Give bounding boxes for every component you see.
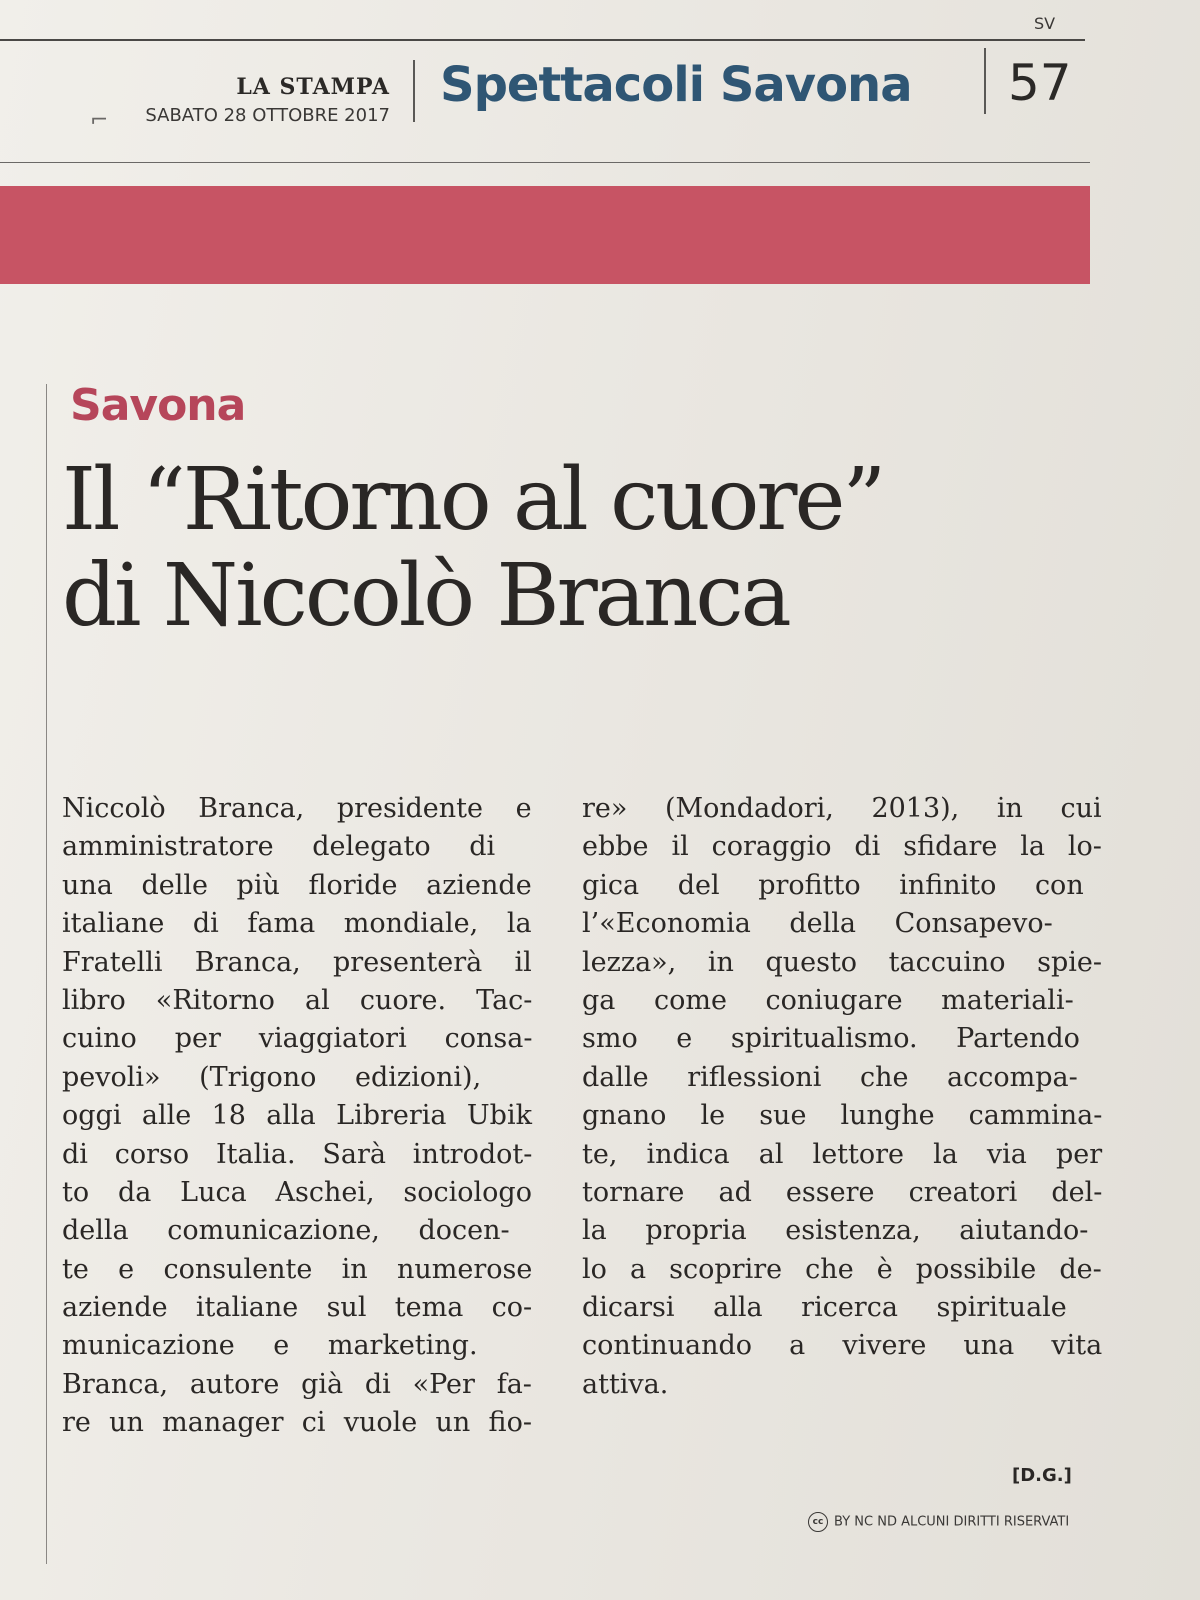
header-divider <box>984 48 986 114</box>
article-text-line: della comunicazione, docen- <box>62 1215 510 1247</box>
article-text-line: re» (Mondadori, 2013), in cui <box>582 793 1102 824</box>
article-text-line: municazione e marketing. <box>62 1330 478 1362</box>
article-text-line: dalle riflessioni che accompa- <box>582 1061 1078 1093</box>
color-band <box>0 186 1090 284</box>
article-text-line: lo a scoprire che è possibile de- <box>582 1253 1102 1285</box>
section-title: Spettacoli Savona <box>440 57 912 113</box>
header-divider <box>413 60 415 122</box>
header-rule <box>0 162 1090 163</box>
article-left-rule <box>46 384 47 1564</box>
issue-date: SABATO 28 OTTOBRE 2017 <box>145 105 390 126</box>
article-text-line: dicarsi alla ricerca spirituale <box>582 1292 1067 1324</box>
edition-code: SV <box>1034 14 1056 33</box>
article-text-line: ebbe il coraggio di sfidare la lo- <box>582 831 1102 863</box>
corner-mark-icon: ⌐ <box>90 108 109 133</box>
article-text-line: tornare ad essere creatori del- <box>582 1176 1103 1208</box>
article-kicker: Savona <box>70 380 246 431</box>
article-text-line: Branca, autore già di «Per fa- <box>62 1368 532 1400</box>
article-column-right <box>582 790 1102 1404</box>
top-rule <box>0 39 1085 41</box>
masthead <box>90 52 390 132</box>
headline-line: di Niccolò Branca <box>62 546 789 646</box>
article-text-line: oggi alle 18 alla Libreria Ubik <box>62 1100 532 1132</box>
article-text-line: continuando a vivere una vita <box>582 1330 1103 1362</box>
article-text-line: l’«Economia della Consapevo- <box>582 908 1053 940</box>
article-text-line: attiva. <box>582 1368 669 1400</box>
article-text-line: lezza», in questo taccuino spie- <box>582 946 1102 978</box>
article-text-line: gica del profitto infinito con <box>582 869 1084 901</box>
article-text-line: di corso Italia. Sarà introdot- <box>62 1138 533 1170</box>
article-column-left <box>62 790 532 1443</box>
article-text-line: gnano le sue lunghe cammina- <box>582 1100 1103 1132</box>
article-text-line: ga come coniugare materiali- <box>582 984 1074 1016</box>
article-text-line: aziende italiane sul tema co- <box>62 1292 533 1324</box>
article-text-line: cuino per viaggiatori consa- <box>62 1023 533 1055</box>
article-text-line: smo e spiritualismo. Partendo <box>582 1023 1080 1055</box>
article-text-line: italiane di fama mondiale, la <box>62 908 532 940</box>
article-text-line: Fratelli Branca, presenterà il <box>62 946 532 978</box>
license-notice <box>808 1512 1128 1532</box>
article-text-line: amministratore delegato di <box>62 831 496 863</box>
page-number: 57 <box>1008 54 1072 112</box>
newspaper-name: LA STAMPA <box>236 74 390 100</box>
creative-commons-icon: cc <box>808 1512 828 1532</box>
article-text-line: libro «Ritorno al cuore. Tac- <box>62 984 533 1016</box>
article-text-line: pevoli» (Trigono edizioni), <box>62 1061 482 1093</box>
license-text: BY NC ND ALCUNI DIRITTI RISERVATI <box>834 1514 1070 1530</box>
headline-line: Il “Ritorno al cuore” <box>62 450 884 550</box>
article-text-line: te, indica al lettore la via per <box>582 1138 1103 1170</box>
article-text-line: to da Luca Aschei, sociologo <box>62 1176 532 1208</box>
article-text-line: la propria esistenza, aiutando- <box>582 1215 1089 1247</box>
article-text-line: Niccolò Branca, presidente e <box>62 793 532 824</box>
article-headline <box>62 452 1142 644</box>
article-text-line: te e consulente in numerose <box>62 1253 533 1285</box>
author-signature: [D.G.] <box>1012 1465 1072 1486</box>
article-text-line: re un manager ci vuole un fio- <box>62 1407 532 1439</box>
article-text-line: una delle più floride aziende <box>62 869 532 901</box>
